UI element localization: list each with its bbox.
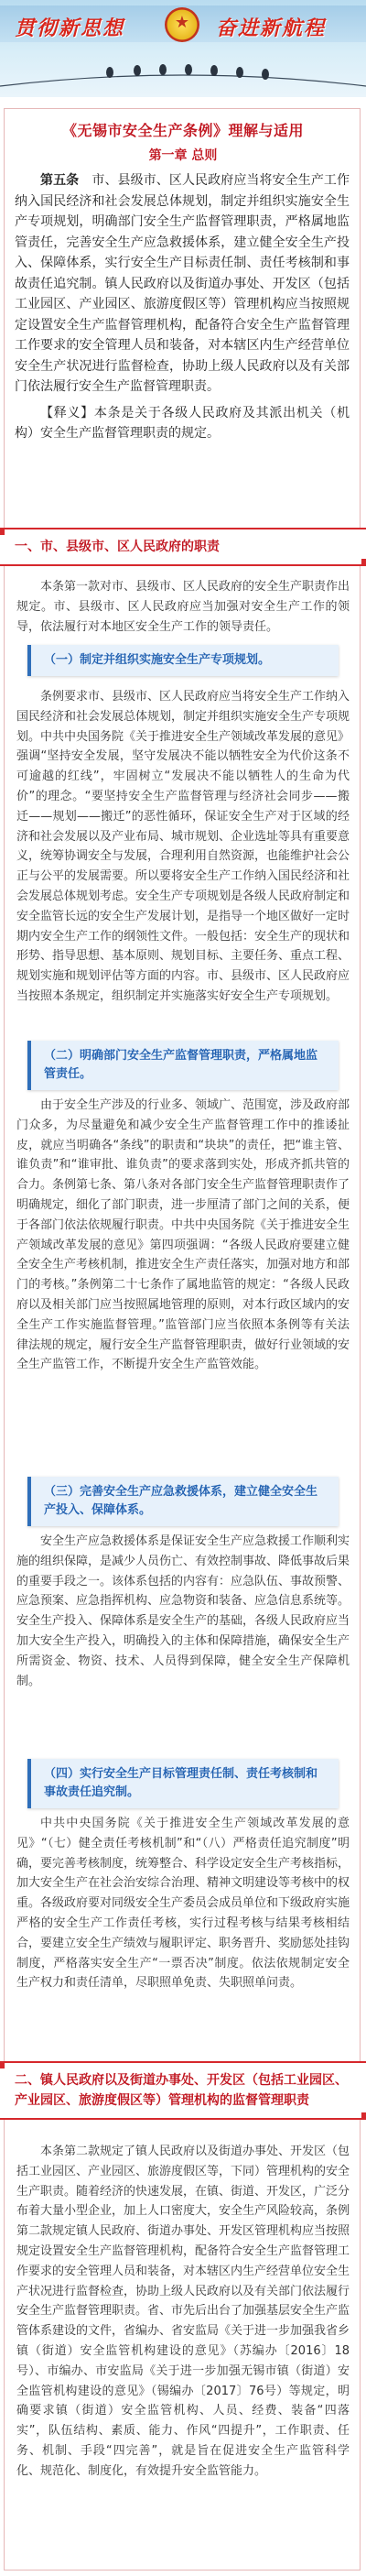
subsection-1-2-heading: （二）明确部门安全生产监督管理职责，严格属地监管责任。 [27,1041,339,1090]
article-number: 第五条 [40,173,80,188]
party-emblem-icon [165,7,199,42]
article-paragraph [15,170,350,398]
subsection-1-4-body [16,1814,350,1993]
section-2-intro [16,2142,350,2482]
section-heading-2 [0,2061,366,2120]
birds-on-wire-icon [0,60,366,97]
article-body: 市、县级市、区人民政府应当将安全生产工作纳入国民经济和社会发展总体规划，制定并组织实施安全生产专项规划，明确部门安全生产监督管理职责，严格属地监管责任，完善安全生产应急救援体系，建立健全安全生产投入、保障体系，实行安全生产目标责任制、责任考核制和事故责任追究制。镇人民政府以及街道办事处、开发区（包括工业园区、产业园区、旅游度假区等）管理机构应当按照规定设置安全生产监督管理机构，配备符合安全生产监督管理工作要求的安全管理人员和装备，对本辖区内生产经营单位安全生产状况进行监督检查，协助上级人民政府以及有关部门依法履行安全生产监督管理职责。 [15,173,350,394]
subsection-1-1-text: 条例要求市、县级市、区人民政府应当将安全生产工作纳入国民经济和社会发展总体规划，制定并组织实施安全生产专项规划。中共中央国务院《关于推进安全生产领域改革发展的意见》强调“坚持安全发展，坚守发展决不能以牺牲安全为代价这条不可逾越的红线”，牢固树立“发展决不能以牺牲人的生命为代价”的理念。“要坚持安全生产监督管理与经济社会同步——搬迁——规划——搬迁”的恶性循环，保证安全生产对于区域的经济和社会发展以及产业布局、城市规划、企业选址等具有重要意义，统筹协调安全与发展，合理利用自然资源，也能维护社会公正与公平的发展需要。所以要将安全生产工作纳入国民经济和社会发展总体规划考虑。安全生产专项规划是各级人民政府制定和安全监管长远的安全生产发展计划，是指导一个地区做好一定时期内安全生产工作的纲领性文件。一般包括：安全生产的现状和形势、指导思想、基本原则、规划目标、主要任务、重点工程、规划实施和规划评估等方面的内容。市、县级市、区人民政府应当按照本条规定，组织制定并实施落实好安全生产专项规划。 [16,690,350,1003]
subsection-1-2-body [16,1096,350,1375]
document-title: 《无锡市安全生产条例》理解与适用 [61,122,304,139]
section-1-intro [16,577,350,637]
chapter-title: 第一章 总则 [148,148,218,163]
section-1-intro-text: 本条第一款对市、县级市、区人民政府的安全生产职责作出规定。市、县级市、区人民政府应当加强对安全生产工作的领导，依法履行对本地区安全生产工作的领导责任。 [16,580,350,634]
subsection-1-2-text: 由于安全生产涉及的行业多、领域广、范围宽，涉及政府部门众多，为尽量避免和减少安全生产监督管理工作中的推诿扯皮，就应当明确各“条线”的职责和“块块”的责任，把“谁主管、谁负责”和“谁审批、谁负责”的要求落到实处，形成齐抓共管的合力。条例第七条、第八条对各部门安全生产监督管理职责作了明确规定，细化了部门职责，进一步厘清了部门之间的关系，便于各部门依法依规履行职责。中共中央国务院《关于推进安全生产领域改革发展的意见》第四项强调：“各级人民政府要建立健全安全生产考核机制，推进安全生产责任落实，加强对地方和部门的考核。”条例第二十七条作了属地监管的规定：“各级人民政府以及相关部门应当按照属地管理的原则，对本行政区域内的安全生产工作实施监督管理。”监管部门应当依照本条例等有关法律法规的规定，履行安全生产监督管理职责，做好行业领域的安全生产监管工作，不断提升安全生产监管效能。 [16,1098,350,1372]
subsection-1-1-heading: （一）制定并组织实施安全生产专项规划。 [27,645,339,676]
section-2-intro-text: 本条第二款规定了镇人民政府以及街道办事处、开发区（包括工业园区、产业园区、旅游度假区等，下同）管理机构的安全生产职责。随着经济的快速发展，在镇、街道、开发区，广泛分布着大量小型企业，加上人口密度大，安全生产风险较高，条例第二款规定镇人民政府、街道办事处、开发区管理机构应当按照规定设置安全生产监督管理机构，配备符合安全生产监督管理工作要求的安全管理人员和装备，对本辖区内生产经营单位安全生产状况进行监督检查，协助上级人民政府以及有关部门依法履行安全生产监督管理职责。省、市先后出台了加强基层安全生产监管体系建设的文件，省编办、省安监局《关于进一步加强我省乡镇（街道）安全监管机构建设的意见》（苏编办〔2016〕18号）、市编办、市安监局《关于进一步加强无锡市镇（街道）安全监管机构建设的意见》（锡编办〔2017〕76号）等规定，明确要求镇（街道）安全监管机构、人员、经费、装备“四落实”，队伍结构、素质、能力、作风“四提升”，工作职责、任务、机制、手段“四完善”，就是旨在促进安全生产监管科学化、规范化、制度化，有效提升安全监管能力。 [16,2145,350,2478]
subsection-1-4-text: 中共中央国务院《关于推进安全生产领域改革发展的意见》“（七）健全责任考核机制”和“（八）严格责任追究制度”明确，要完善考核制度，统筹整合、科学设定安全生产考核指标，加大安全生产在社会治安综合治理、精神文明建设等考核中的权重。各级政府要对同级安全生产委员会成员单位和下级政府实施严格的安全生产工作责任考核，实行过程考核与结果考核相结合，要建立安全生产绩效与履职评定、职务晋升、奖励惩处挂钩制度，严格落实安全生产“一票否决”制度。依法依规制定安全生产权力和责任清单，尽职照单免责、失职照单问责。 [16,1817,350,1991]
section-heading-1-text: 一、市、县级市、区人民政府的职责 [15,540,220,554]
article-5-text [15,170,350,444]
article-explanation: 【释义】本条是关于各级人民政府及其派出机关（机构）安全生产监督管理职责的规定。 [15,405,350,441]
subsection-1-3-body [16,1532,350,1691]
subsection-1-3-text: 安全生产应急救援体系是保证安全生产应急救援工作顺利实施的组织保障，是减少人员伤亡、有效控制事故、降低事故后果的重要手段之一。该体系包括的内容有：应急队伍、事故预警、应急预案、应急指挥机构、应急物资和装备、应急信息系统等。安全生产投入、保障体系是安全生产的基础，各级人民政府应当加大安全生产投入，明确投入的主体和保障措施，确保安全生产所需资金、物资、技术、人员得到保障，健全安全生产保障机制。 [16,1534,350,1688]
subsection-1-3-heading: （三）完善安全生产应急救援体系，建立健全安全生产投入、保障体系。 [27,1477,339,1526]
subsection-1-1-body [16,687,350,1007]
header-banner [0,0,366,97]
subsection-1-4-heading: （四）实行安全生产目标管理责任制、责任考核制和事故责任追究制。 [27,1759,339,1808]
section-heading-1 [0,528,366,566]
banner-slogan-left: 贯彻新思想 [15,16,125,40]
section-heading-2-text: 二、镇人民政府以及街道办事处、开发区（包括工业园区、产业园区、旅游度假区等）管理机构的监督管理职责 [15,2073,348,2108]
banner-slogan-right: 奋进新航程 [216,16,327,40]
